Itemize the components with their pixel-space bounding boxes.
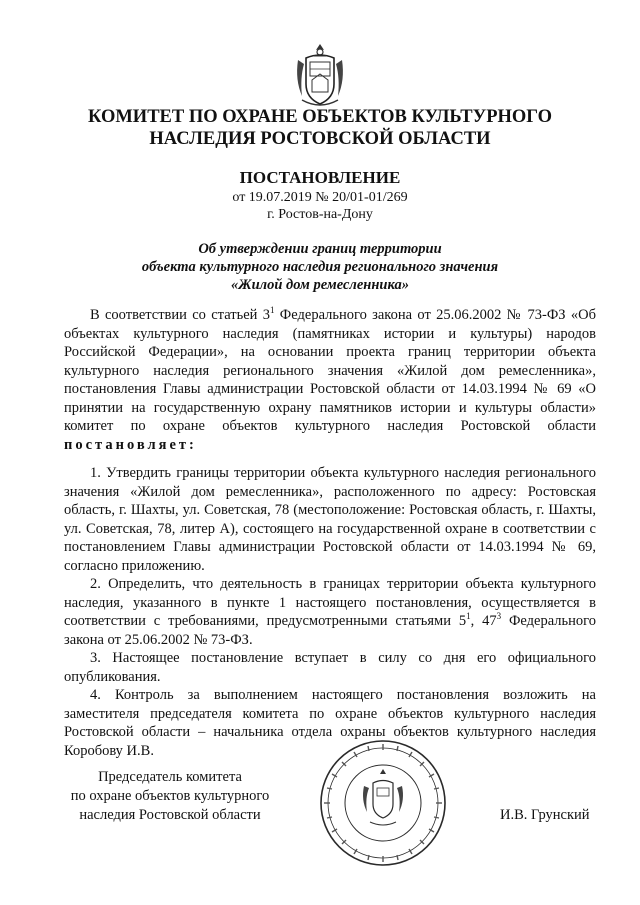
document-title-line1: Об утверждении границ территории — [198, 241, 442, 257]
preamble-text-part1: В соответствии со статьей 3 — [90, 307, 270, 323]
item2-part3: Федерального закона от 25.06.2002 № 73-ФЗ. — [64, 613, 596, 648]
official-seal-icon — [318, 738, 448, 868]
document-city: г. Ростов-на-Дону — [267, 207, 373, 222]
signatory-name: И.В. Грунский — [500, 807, 590, 823]
document-title-line3: «Жилой дом ремесленника» — [231, 277, 409, 293]
org-name-line1: КОМИТЕТ ПО ОХРАНЕ ОБЪЕКТОВ КУЛЬТУРНОГО — [88, 107, 552, 127]
signatory-position-line1: Председатель комитета — [98, 769, 242, 785]
signatory-position-line2: по охране объектов культурного — [70, 788, 270, 804]
preamble-paragraph — [64, 306, 596, 454]
document-date-number: от 19.07.2019 № 20/01-01/269 — [232, 190, 408, 205]
item2-sup1: 1 — [466, 611, 471, 622]
signatory-position — [60, 768, 280, 825]
signatory-position-line3: наследия Ростовской области — [79, 807, 261, 823]
document-type: ПОСТАНОВЛЕНИЕ — [239, 168, 401, 187]
decree-item-1: 1. Утвердить границы территории объекта культурного наследия регионального значения «Жилой дом ремесленника», расположенного по адресу: Ростовская область, г. Шахты, ул. Советская, 78 (местоположение: Ростовская область, г. Шахты, ул. Советская, 78, литер А), состоящего на государственной охране в соответствии с постановлением Главы администрации Ростовской области от 14.03.1994 № 69, согласно приложению. — [64, 465, 596, 574]
decree-item-3: 3. Настоящее постановление вступает в силу со дня его официального опубликования. — [64, 650, 596, 685]
decree-item-4: 4. Контроль за выполнением настоящего постановления возложить на заместителя председателя комитета по охране объектов культурного наследия Ростовской области – начальника отдела охраны объектов культурного наследия Коробову И.В. — [64, 687, 596, 759]
decree-item-2 — [64, 575, 596, 649]
item2-sup2: 3 — [496, 611, 502, 622]
coat-of-arms-icon — [292, 40, 348, 112]
preamble-superscript: 1 — [269, 305, 275, 316]
org-name-line2: НАСЛЕДИЯ РОСТОВСКОЙ ОБЛАСТИ — [149, 129, 491, 149]
decree-items — [64, 464, 596, 760]
item2-part2: , 47 — [470, 613, 497, 629]
document-title-line2: объекта культурного наследия регионального значения — [141, 259, 499, 275]
preamble-text-part2: Федерального закона от 25.06.2002 № 73-ФЗ «Об объектах культурного наследия (памятниках истории и культуры) народов Российской Федерации», на основании проекта границ территории объекта культурного наследия регионального значения «Жилой дом ремесленника», постановления Главы администрации Ростовской области от 14.03.1994 № 69 «О принятии на государственную охрану памятников истории и культуры области» комитет по охране объектов культурного наследия Ростовской области — [64, 307, 596, 434]
preamble — [64, 306, 596, 454]
item2-part1: 2. Определить, что деятельность в границах территории объекта культурного наследия, указанного в пункте 1 настоящего постановления, осуществляется в соответствии с требованиями, предусмотренными статьями 5 — [64, 576, 596, 629]
decree-word: постановляет: — [64, 436, 197, 453]
